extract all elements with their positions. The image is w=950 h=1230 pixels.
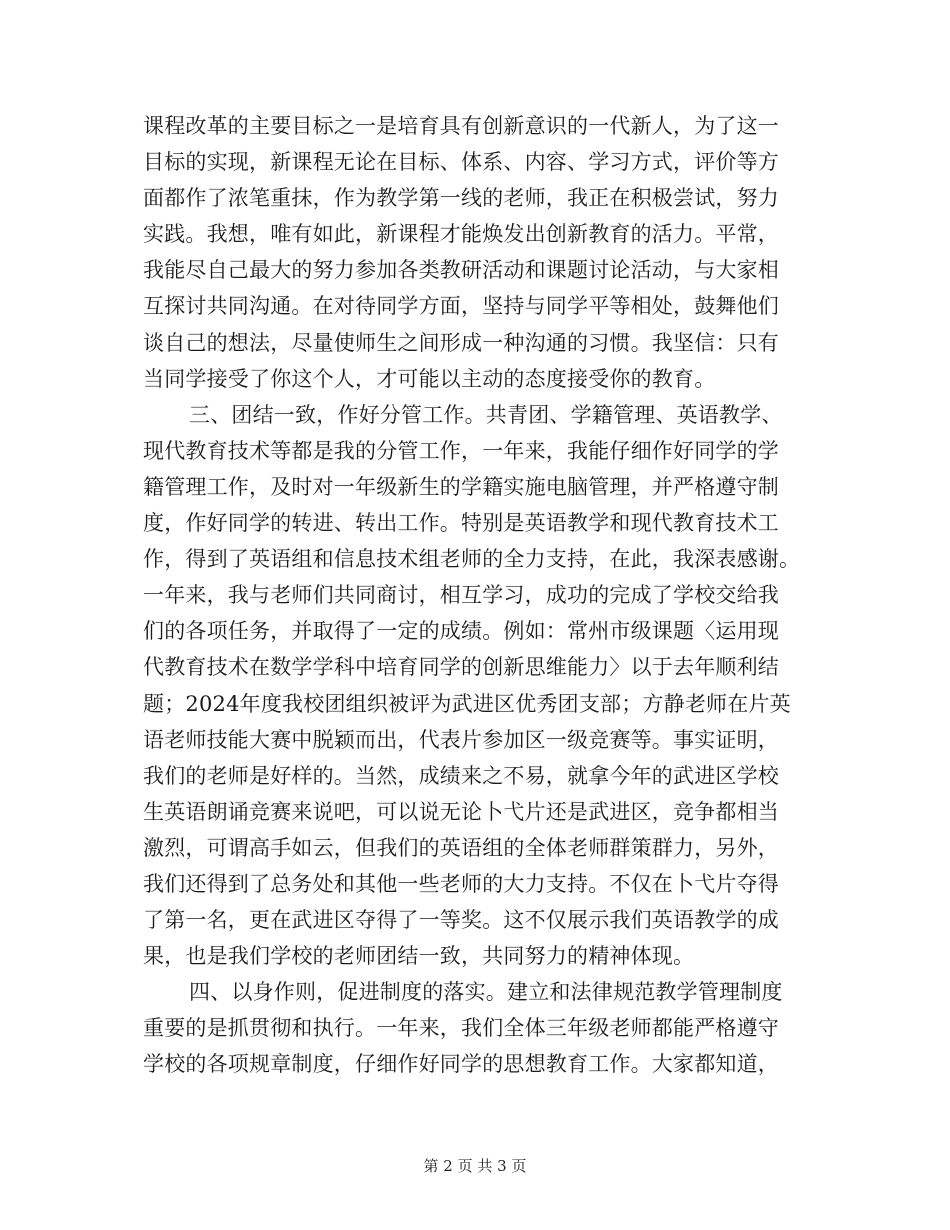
text-line: 生英语朗诵竞赛来说吧，可以说无论卜弋片还是武进区，竞争都相当 xyxy=(143,799,779,824)
body-text xyxy=(143,108,803,1083)
text-line: 一年来，我与老师们共同商讨，相互学习，成功的完成了学校交给我 xyxy=(143,583,779,608)
text-line: 我们还得到了总务处和其他一些老师的大力支持。不仅在卜弋片夺得 xyxy=(143,871,779,896)
text-line: 目标的实现，新课程无论在目标、体系、内容、学习方式，评价等方 xyxy=(143,150,779,175)
text-line: 作，得到了英语组和信息技术组老师的全力支持，在此，我深表感谢。 xyxy=(143,547,801,572)
text-line: 籍管理工作，及时对一年级新生的学籍实施电脑管理，并严格遵守制 xyxy=(143,474,779,499)
text-line: 谈自己的想法，尽量使师生之间形成一种沟通的习惯。我坚信：只有 xyxy=(143,330,779,355)
text-line: 面都作了浓笔重抹，作为教学第一线的老师，我正在积极尝试，努力 xyxy=(143,186,779,211)
text-line: 果，也是我们学校的老师团结一致，共同努力的精神体现。 xyxy=(143,944,695,969)
paragraph-start-line: 三、团结一致，作好分管工作。共青团、学籍管理、英语教学、 xyxy=(189,402,783,427)
text-line: 实践。我想，唯有如此，新课程才能焕发出创新教育的活力。平常， xyxy=(143,222,779,247)
text-line: 度，作好同学的转进、转出工作。特别是英语教学和现代教育技术工 xyxy=(143,511,779,536)
text-line: 题；2024年度我校团组织被评为武进区优秀团支部；方静老师在片英 xyxy=(143,691,791,716)
text-line: 语老师技能大赛中脱颖而出，代表片参加区一级竞赛等。事实证明， xyxy=(143,727,779,752)
text-line: 们的各项任务，并取得了一定的成绩。例如：常州市级课题〈运用现 xyxy=(143,619,779,644)
paragraph-start-line: 四、以身作则，促进制度的落实。建立和法律规范教学管理制度 xyxy=(189,980,783,1005)
text-line: 当同学接受了你这个人，才可能以主动的态度接受你的教育。 xyxy=(143,366,716,391)
text-line: 学校的各项规章制度，仔细作好同学的思想教育工作。大家都知道， xyxy=(143,1052,779,1077)
text-line: 互探讨共同沟通。在对待同学方面，坚持与同学平等相处，鼓舞他们 xyxy=(143,294,779,319)
text-line: 重要的是抓贯彻和执行。一年来，我们全体三年级老师都能严格遵守 xyxy=(143,1016,779,1041)
page-number: 第 2 页 共 3 页 xyxy=(423,1157,527,1175)
text-line: 代教育技术在数学学科中培育同学的创新思维能力〉以于去年顺利结 xyxy=(143,655,779,680)
text-line: 了第一名，更在武进区夺得了一等奖。这不仅展示我们英语教学的成 xyxy=(143,908,779,933)
text-line: 我能尽自己最大的努力参加各类教研活动和课题讨论活动，与大家相 xyxy=(143,258,779,283)
text-line: 我们的老师是好样的。当然，成绩来之不易，就拿今年的武进区学校 xyxy=(143,763,779,788)
text-line: 现代教育技术等都是我的分管工作，一年来，我能仔细作好同学的学 xyxy=(143,438,779,463)
text-line: 课程改革的主要目标之一是培育具有创新意识的一代新人，为了这一 xyxy=(143,114,779,138)
text-line: 激烈，可谓高手如云，但我们的英语组的全体老师群策群力，另外， xyxy=(143,835,779,860)
